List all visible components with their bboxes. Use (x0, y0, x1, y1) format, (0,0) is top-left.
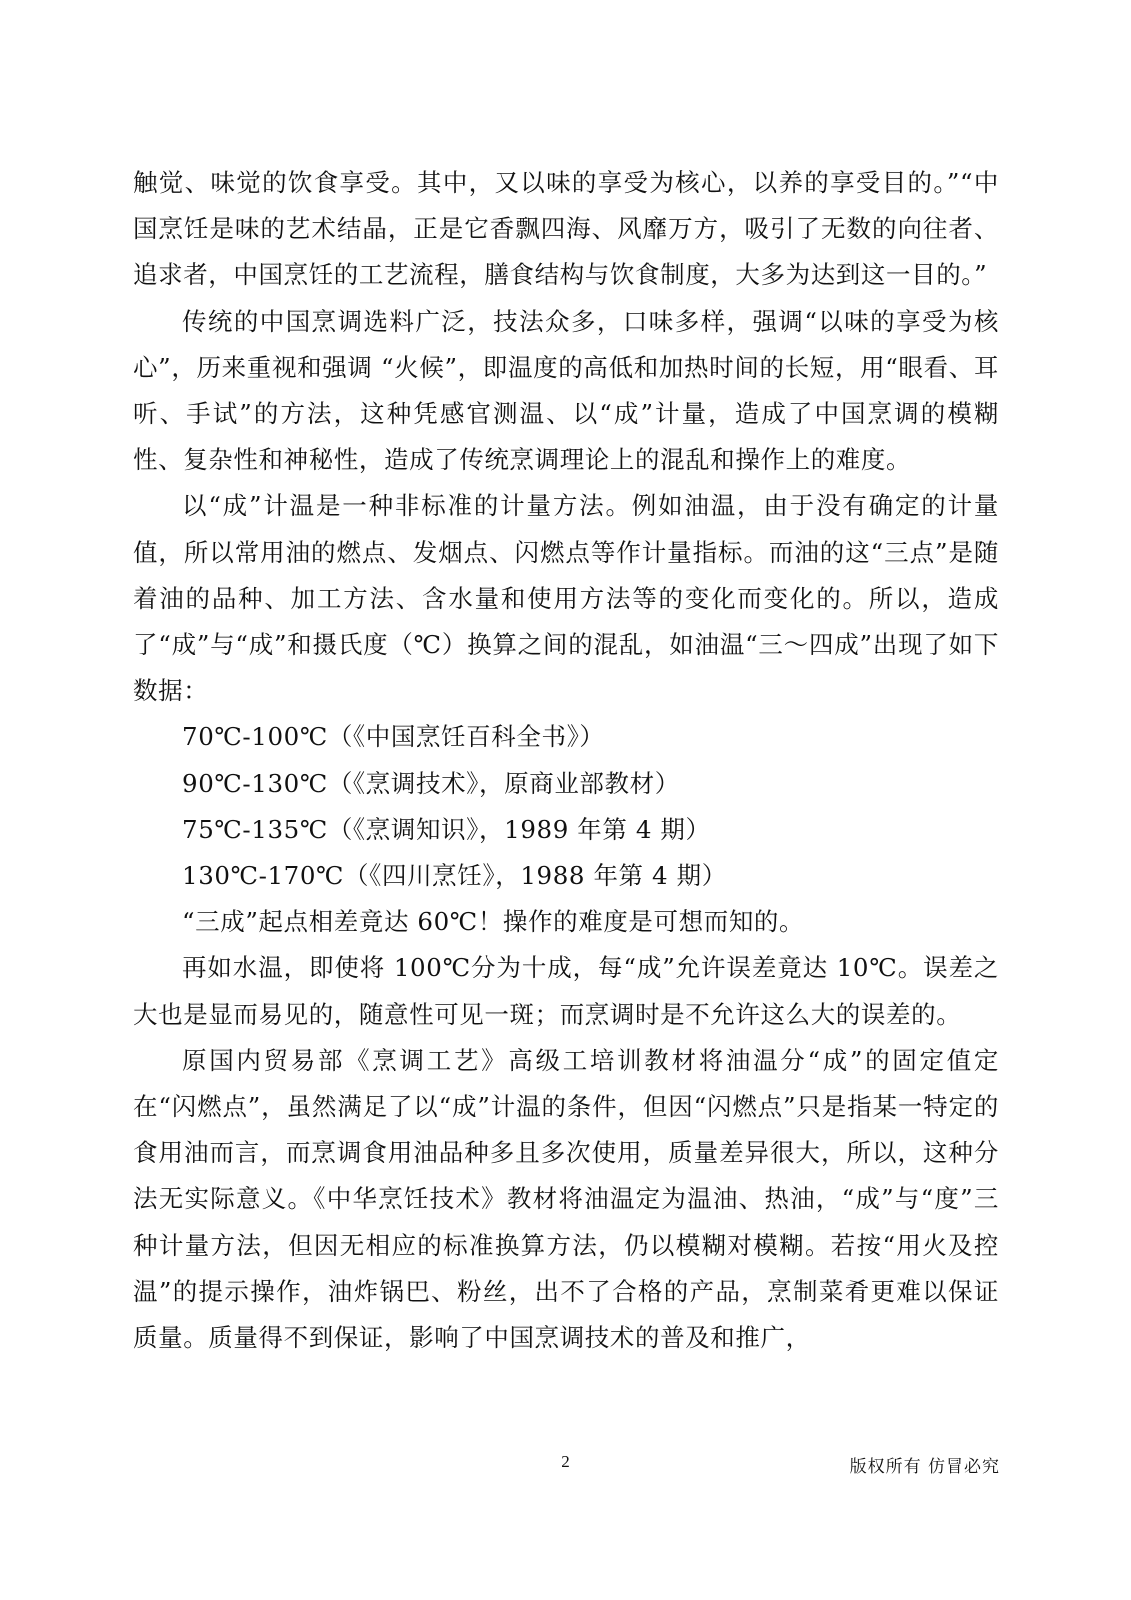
data-line-1: 70℃-100℃（《中国烹饪百科全书》） (182, 722, 605, 752)
paragraph-water-temperature: 再如水温，即使将 100℃分为十成，每“成”允许误差竟达 10℃。误差之大也是显而易见的，随意性可见一斑；而烹调时是不允许这么大的误差的。 (133, 953, 999, 1029)
paragraph-oil-temperature: 以“成”计温是一种非标准的计量方法。例如油温，由于没有确定的计量值，所以常用油的燃点、发烟点、闪燃点等作计量指标。而油的这“三点”是随着油的品种、加工方法、含水量和使用方法等的变化而变化的。所以，造成了“成”与“成”和摄氏度（℃）换算之间的混乱，如油温“三～四成”出现了如下数据： (133, 491, 999, 706)
paragraph-continuation: 触觉、味觉的饮食享受。其中，又以味的享受为核心，以养的享受目的。”“中国烹饪是味的艺术结晶，正是它香飘四海、风靡万方，吸引了无数的向往者、追求者，中国烹饪的工艺流程，膳食结构与饮食制度，大多为达到这一目的。” (133, 168, 999, 290)
paragraph-textbook-method: 原国内贸易部《烹调工艺》高级工培训教材将油温分“成”的固定值定在“闪燃点”，虽然满足了以“成”计温的条件，但因“闪燃点”只是指某一特定的食用油而言，而烹调食用油品种多且多次使用，质量差异很大，所以，这种分法无实际意义。《中华烹饪技术》教材将油温定为温油、热油，“成”与“度”三种计量方法，但因无相应的标准换算方法，仍以模糊对模糊。若按“用火及控温”的提示操作，油炸锅巴、粉丝，出不了合格的产品，烹制菜肴更难以保证质量。质量得不到保证，影响了中国烹调技术的普及和推广， (133, 1045, 999, 1353)
data-line-3: 75℃-135℃（《烹调知识》，1989 年第 4 期） (182, 814, 711, 844)
paragraph-difference: “三成”起点相差竟达 60℃！操作的难度是可想而知的。 (182, 907, 805, 937)
data-line-4: 130℃-170℃（《四川烹饪》，1988 年第 4 期） (182, 861, 727, 891)
data-line-2: 90℃-130℃（《烹调技术》，原商业部教材） (182, 768, 680, 798)
page-number: 2 (561, 1452, 570, 1471)
copyright-notice: 版权所有 仿冒必究 (849, 1457, 1000, 1477)
body-text (133, 160, 999, 1361)
paragraph-traditional-cooking: 传统的中国烹调选料广泛，技法众多，口味多样，强调“以味的享受为核心”，历来重视和强调 “火候”，即温度的高低和加热时间的长短，用“眼看、耳听、手试”的方法，这种凭感官测温、以“成”计量，造成了中国烹调的模糊性、复杂性和神秘性，造成了传统烹调理论上的混乱和操作上的难度。 (133, 306, 999, 475)
